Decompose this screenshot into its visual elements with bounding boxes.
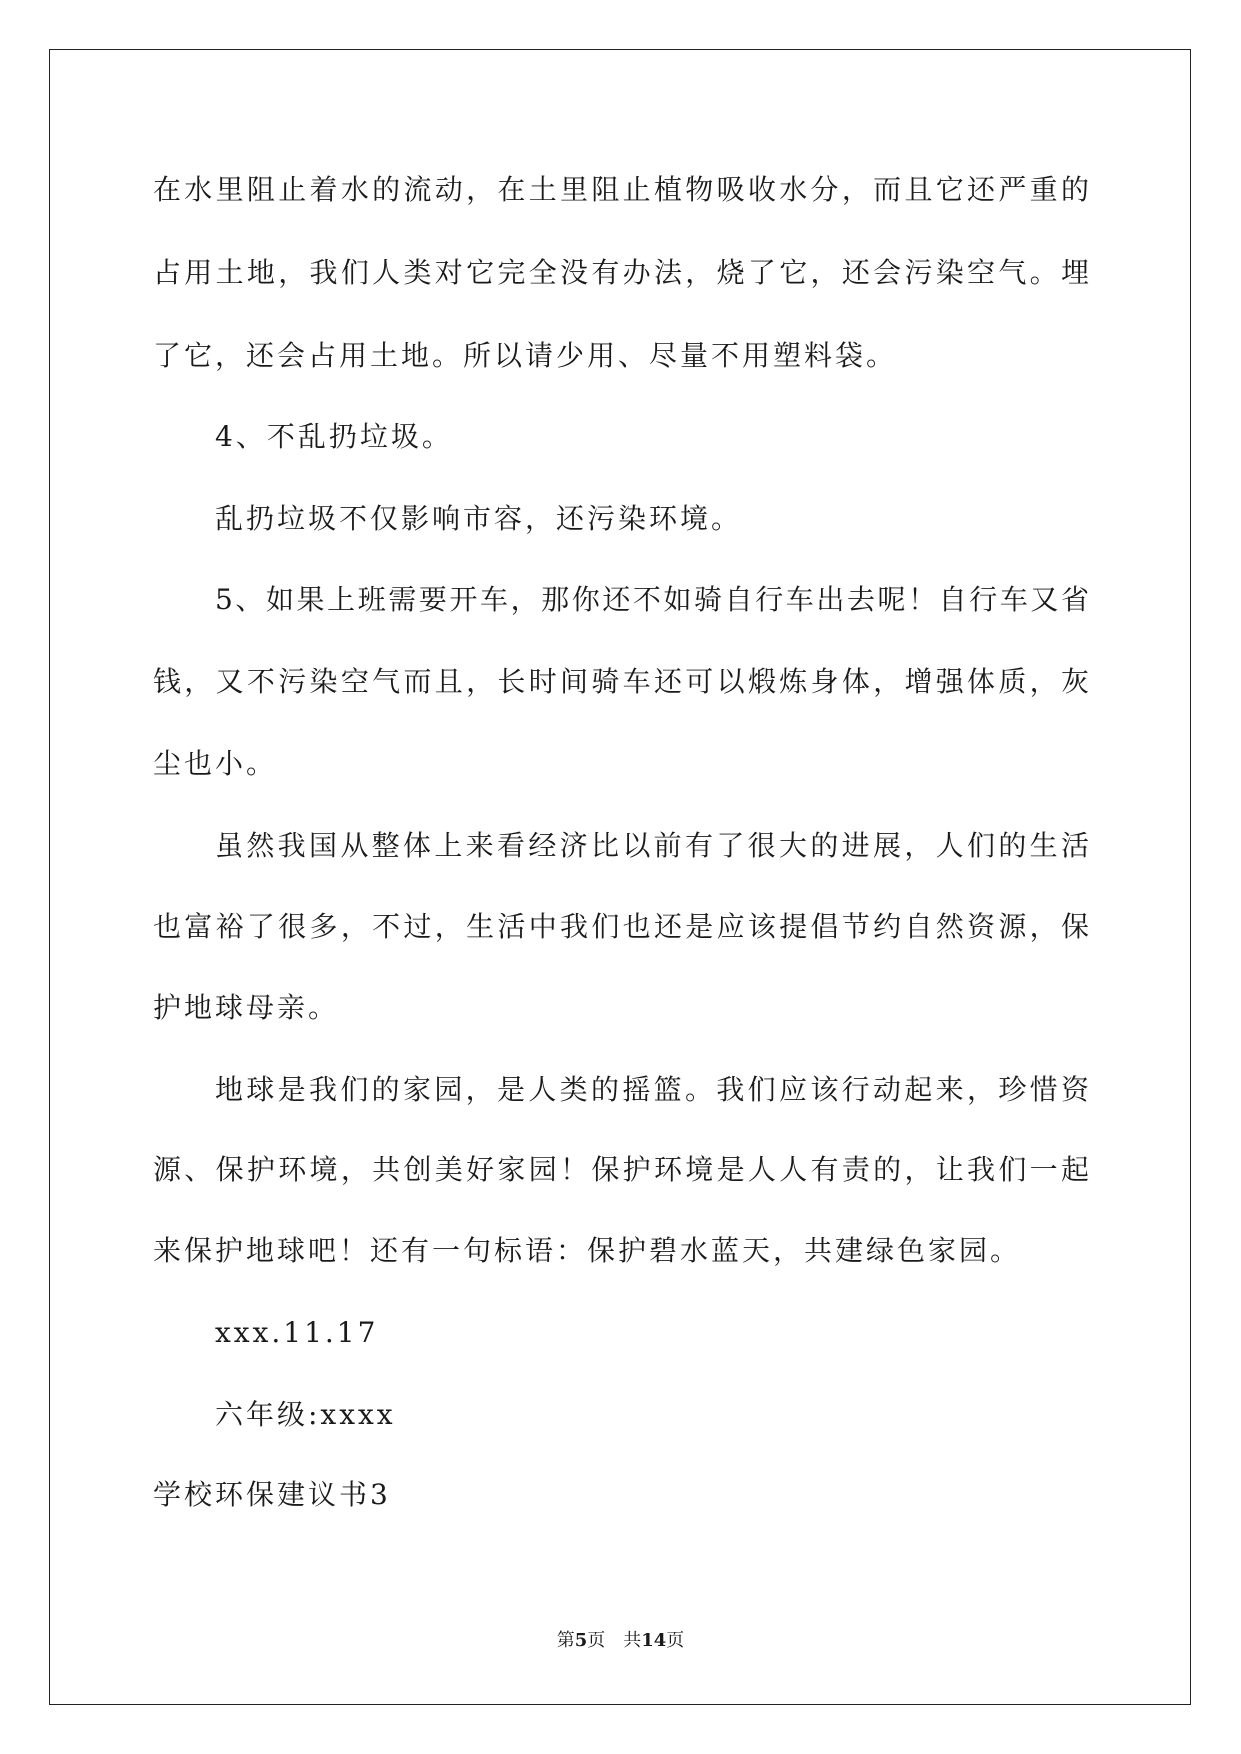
body-line: 了它，还会占用土地。所以请少用、尽量不用塑料袋。 — [153, 339, 898, 372]
body-line: 来保护地球吧！还有一句标语：保护碧水蓝天，共建绿色家园。 — [153, 1234, 1022, 1267]
page-border — [49, 49, 1191, 1705]
body-line: 在水里阻止着水的流动，在土里阻止植物吸收水分，而且它还严重的 — [153, 173, 1089, 206]
footer-total-prefix: 共 — [623, 1630, 642, 1651]
body-line: 虽然我国从整体上来看经济比以前有了很大的进展，人们的生活 — [215, 829, 1089, 862]
footer-page-suffix: 页 — [587, 1630, 606, 1651]
body-line: 钱，又不污染空气而且，长时间骑车还可以煅炼身体，增强体质，灰 — [153, 665, 1089, 698]
body-line: 尘也小。 — [153, 747, 278, 780]
list-item-heading: 5、如果上班需要开车，那你还不如骑自行车出去呢！自行车又省 — [215, 583, 1089, 616]
body-line: 也富裕了很多，不过，生活中我们也还是应该提倡节约自然资源，保 — [153, 910, 1089, 943]
list-item-heading: 4、不乱扔垃圾。 — [215, 420, 453, 453]
footer-page-prefix: 第 — [556, 1630, 575, 1651]
body-line: 地球是我们的家园，是人类的摇篮。我们应该行动起来，珍惜资 — [215, 1073, 1089, 1106]
body-line: 乱扔垃圾不仅影响市容，还污染环境。 — [215, 502, 743, 535]
footer-page-number: 5 — [574, 1630, 588, 1651]
body-line: 占用土地，我们人类对它完全没有办法，烧了它，还会污染空气。埋 — [153, 256, 1089, 289]
section-title: 学校环保建议书3 — [153, 1478, 391, 1511]
footer-total-pages: 14 — [641, 1630, 667, 1651]
footer-total-suffix: 页 — [666, 1630, 685, 1651]
signature-line: 六年级:xxxx — [215, 1398, 396, 1431]
body-line: 护地球母亲。 — [153, 991, 340, 1024]
page-footer — [0, 1628, 1241, 1654]
date-line: xxx.11.17 — [215, 1316, 379, 1349]
body-line: 源、保护环境，共创美好家园！保护环境是人人有责的，让我们一起 — [153, 1153, 1089, 1186]
